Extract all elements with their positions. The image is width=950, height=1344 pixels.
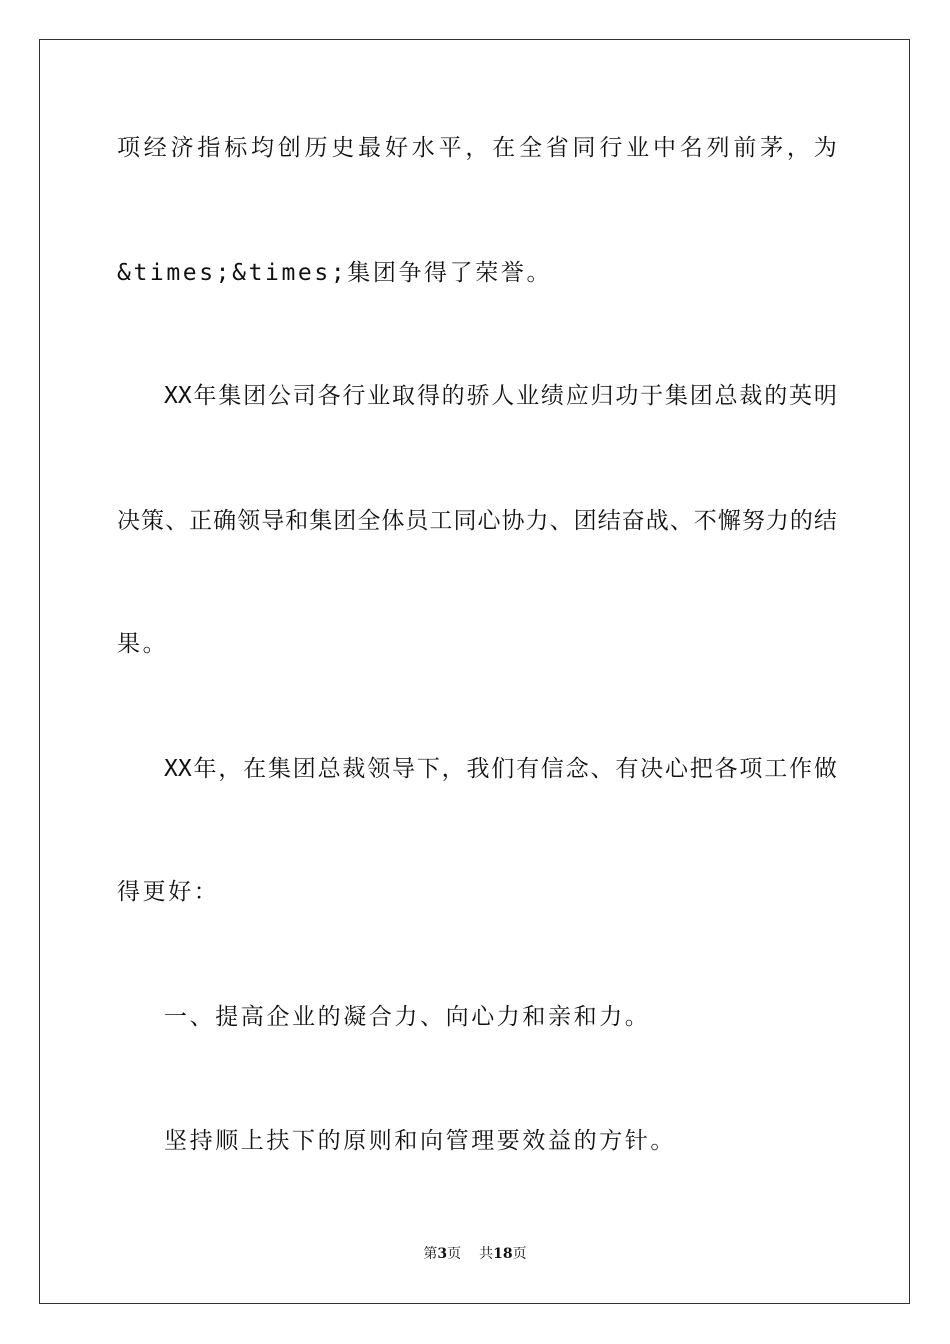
- text-glyph: 中: [652, 135, 676, 161]
- text-glyph: 们: [491, 756, 515, 782]
- text-glyph: 把: [689, 756, 713, 782]
- text-glyph: 行: [342, 383, 366, 409]
- text-glyph: 各: [714, 756, 738, 782]
- text-line-5: 果。: [117, 631, 169, 657]
- text-glyph: 、: [590, 756, 614, 782]
- text-glyph: 业: [626, 135, 650, 161]
- footer-page-suffix: 页: [447, 1246, 462, 1262]
- text-glyph: 心: [664, 756, 688, 782]
- text-glyph: 历: [304, 135, 328, 161]
- text-glyph: 心: [477, 508, 501, 534]
- text-glyph: 好: [384, 135, 408, 161]
- text-glyph: 战: [645, 508, 669, 534]
- text-glyph: 济: [170, 135, 194, 161]
- text-glyph: 平: [438, 135, 462, 161]
- text-glyph: 得: [416, 383, 440, 409]
- text-glyph: 总: [317, 756, 341, 782]
- text-glyph: 集: [267, 756, 291, 782]
- text-glyph: 应: [565, 383, 589, 409]
- text-glyph: 的: [441, 383, 465, 409]
- text-glyph: 集: [218, 383, 242, 409]
- text-glyph: 员: [405, 508, 429, 534]
- text-glyph: 明: [813, 383, 837, 409]
- text-glyph: 全: [518, 135, 542, 161]
- text-line-6: [164, 754, 837, 784]
- text-glyph: 的: [764, 383, 788, 409]
- text-glyph: 决: [640, 756, 664, 782]
- text-glyph: 作: [789, 756, 813, 782]
- page-border: [39, 39, 910, 1304]
- text-glyph: 指: [197, 135, 221, 161]
- text-glyph: 结: [813, 508, 837, 534]
- text-glyph: XX: [164, 383, 192, 409]
- text-glyph: ，: [218, 756, 242, 782]
- text-glyph: 骄: [466, 383, 490, 409]
- text-glyph: 最: [358, 135, 382, 161]
- text-glyph: 团: [292, 756, 316, 782]
- text-glyph: 有: [615, 756, 639, 782]
- text-glyph: 项: [739, 756, 763, 782]
- text-glyph: 项: [117, 135, 140, 161]
- text-glyph: 和: [285, 508, 309, 534]
- text-glyph: 导: [392, 756, 416, 782]
- text-line-8: 一、提高企业的凝合力、向心力和亲和力。: [164, 1004, 651, 1030]
- text-glyph: 结: [597, 508, 621, 534]
- text-glyph: 集: [664, 383, 688, 409]
- text-line-3: [164, 381, 837, 411]
- text-glyph: 领: [237, 508, 261, 534]
- footer-total-suffix: 页: [512, 1246, 527, 1262]
- text-glyph: 归: [590, 383, 614, 409]
- text-glyph: 司: [292, 383, 316, 409]
- text-line-1: [117, 133, 837, 163]
- text-glyph: 总: [714, 383, 738, 409]
- text-glyph: XX: [164, 756, 192, 782]
- text-glyph: 年: [193, 756, 217, 782]
- text-line-9: 坚持顺上扶下的原则和向管理要效益的方针。: [164, 1128, 676, 1154]
- text-glyph: 正: [189, 508, 213, 534]
- text-glyph: 前: [733, 135, 757, 161]
- text-glyph: 我: [466, 756, 490, 782]
- text-glyph: 绩: [540, 383, 564, 409]
- text-glyph: 工: [764, 756, 788, 782]
- text-glyph: 在: [492, 135, 516, 161]
- text-glyph: 业: [516, 383, 540, 409]
- text-glyph: 工: [429, 508, 453, 534]
- text-glyph: 策: [141, 508, 165, 534]
- text-glyph: 功: [615, 383, 639, 409]
- text-glyph: 力: [525, 508, 549, 534]
- text-line-4: [117, 506, 837, 536]
- text-glyph: 努: [741, 508, 765, 534]
- text-glyph: 奋: [621, 508, 645, 534]
- text-glyph: 英: [789, 383, 813, 409]
- text-glyph: ，: [465, 135, 489, 161]
- text-glyph: 的: [789, 508, 813, 534]
- text-glyph: 全: [357, 508, 381, 534]
- footer-total-number: 18: [493, 1246, 513, 1262]
- text-glyph: 做: [813, 756, 837, 782]
- text-glyph: 懈: [717, 508, 741, 534]
- text-glyph: 团: [689, 383, 713, 409]
- text-glyph: ，: [786, 135, 810, 161]
- text-glyph: 领: [367, 756, 391, 782]
- text-glyph: 团: [333, 508, 357, 534]
- text-glyph: 体: [381, 508, 405, 534]
- text-glyph: 名: [679, 135, 703, 161]
- text-glyph: 裁: [342, 756, 366, 782]
- text-glyph: 团: [573, 508, 597, 534]
- footer-page-prefix: 第: [423, 1246, 438, 1262]
- text-glyph: 于: [640, 383, 664, 409]
- text-glyph: 列: [706, 135, 730, 161]
- text-glyph: 取: [392, 383, 416, 409]
- text-glyph: 创: [277, 135, 301, 161]
- text-glyph: 裁: [739, 383, 763, 409]
- text-glyph: 决: [117, 508, 140, 534]
- text-glyph: 史: [331, 135, 355, 161]
- text-line-2: &times;&times;集团争得了荣誉。: [117, 260, 553, 286]
- text-glyph: 念: [565, 756, 589, 782]
- text-glyph: 不: [693, 508, 717, 534]
- text-glyph: 、: [549, 508, 573, 534]
- text-glyph: 行: [599, 135, 623, 161]
- text-glyph: 在: [243, 756, 267, 782]
- page-footer: [0, 1243, 950, 1263]
- text-glyph: 同: [572, 135, 596, 161]
- text-glyph: 年: [193, 383, 217, 409]
- text-glyph: 确: [213, 508, 237, 534]
- text-glyph: 水: [411, 135, 435, 161]
- text-glyph: 力: [765, 508, 789, 534]
- text-glyph: 人: [491, 383, 515, 409]
- footer-page-number: 3: [437, 1246, 448, 1262]
- text-glyph: ，: [441, 756, 465, 782]
- text-glyph: 团: [243, 383, 267, 409]
- text-glyph: 茅: [760, 135, 784, 161]
- text-glyph: 为: [813, 135, 837, 161]
- text-glyph: 各: [317, 383, 341, 409]
- text-glyph: 同: [453, 508, 477, 534]
- text-glyph: 集: [309, 508, 333, 534]
- text-glyph: 标: [224, 135, 248, 161]
- text-line-7: 得更好：: [117, 879, 220, 905]
- text-glyph: 有: [516, 756, 540, 782]
- text-glyph: 导: [261, 508, 285, 534]
- text-glyph: 省: [545, 135, 569, 161]
- text-glyph: 公: [267, 383, 291, 409]
- text-glyph: 、: [165, 508, 189, 534]
- text-glyph: 信: [540, 756, 564, 782]
- text-glyph: 协: [501, 508, 525, 534]
- text-glyph: 业: [367, 383, 391, 409]
- footer-total-prefix: 共: [479, 1246, 494, 1262]
- text-glyph: 下: [416, 756, 440, 782]
- text-glyph: 均: [250, 135, 274, 161]
- text-glyph: 经: [143, 135, 167, 161]
- text-glyph: 、: [669, 508, 693, 534]
